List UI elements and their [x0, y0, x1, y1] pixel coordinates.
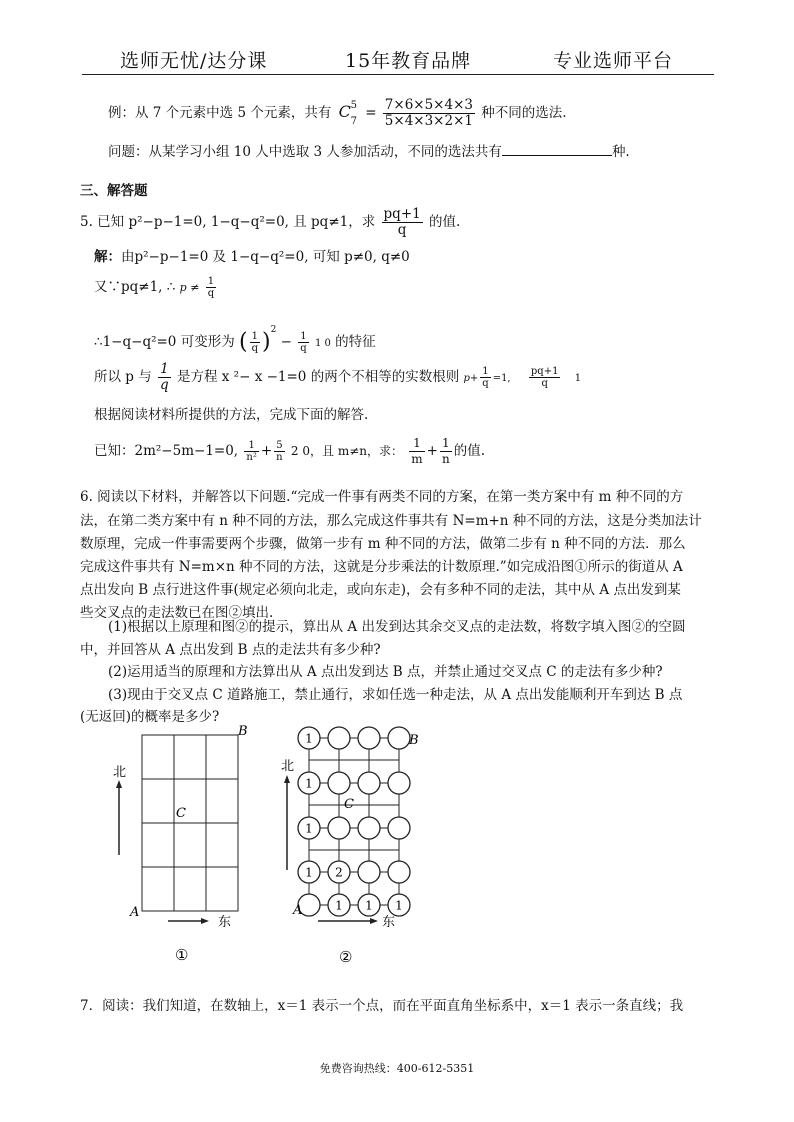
line6-c-den: m	[411, 452, 423, 466]
line4-frac-den: q	[160, 377, 169, 393]
line6-frac-d	[440, 436, 452, 467]
combination-c: C	[338, 102, 351, 121]
line2-frac-den: q	[207, 288, 215, 299]
line3-exp: 2	[270, 325, 277, 335]
line6-tail: 2 0，且 m≠n，求：	[290, 444, 403, 458]
q6-subq1-cont: 中，并回答从 A 点出发到 B 点的走法共有多少种?	[80, 642, 381, 658]
line6-d-num: 1	[440, 436, 452, 452]
line6-end: 的值.	[453, 443, 486, 459]
example-line	[108, 98, 567, 129]
intersection-count: 1	[305, 865, 313, 880]
line2-p: p ≠	[179, 281, 200, 294]
line3-mid: −	[280, 334, 292, 350]
line3-frac-num: 1	[298, 331, 308, 343]
fig1-east-label: 东	[218, 915, 232, 930]
line6-plus2: +	[426, 443, 438, 459]
question-text: 问题：从某学习小组 10 人中选取 3 人参加活动，不同的选法共有	[108, 144, 502, 160]
line3-frac-den: q	[300, 343, 307, 354]
fig2-north-arrow	[284, 775, 290, 870]
example-frac-num: 7×6×5×4×3	[384, 97, 473, 113]
line6-d-den: n	[441, 452, 450, 466]
q6-line: 数原理，完成一件事需要两个步骤，做第一步有 m 种不同的方法，做第二步有 n 种不同的方法．那么	[80, 536, 686, 552]
intersection-count: 1	[365, 898, 373, 913]
q6-subq1: (1)根据以上原理和图②的提示，算出从 A 出发到达其余交叉点的走法数，将数字填入图②的空圆	[108, 619, 686, 635]
q6-line: 法，在第二类方案中有 n 种不同的方法，那么完成这件事共有 N=m+n 种不同的方法，这是分类加法计	[80, 513, 702, 529]
intersection-count: 2	[335, 865, 343, 880]
q5-stem	[80, 207, 460, 238]
intersection-circle	[358, 817, 380, 839]
line4-frac2-den: q	[541, 378, 548, 389]
q6-subq3: (3)现由于交叉点 C 道路施工，禁止通行，求如任选一种走法，从 A 点出发能顺利开车到达 B 点	[108, 687, 683, 703]
line2-fraction	[206, 276, 216, 299]
fig1-grid	[142, 735, 238, 911]
line3-paren-num: 1	[250, 331, 260, 343]
header-rule	[82, 74, 714, 75]
line6-prefix: 已知：2m²−5m−1=0,	[94, 443, 239, 459]
line6-frac-b	[274, 440, 284, 463]
intersection-count: 1	[305, 821, 313, 836]
line2-prefix: 又∵pq≠1, ∴	[94, 279, 176, 295]
fig2-nodes	[298, 727, 410, 916]
line2-frac-num: 1	[206, 276, 216, 288]
intersection-circle	[388, 817, 410, 839]
q5-solution-line6	[94, 436, 485, 467]
q6-line: 些交叉点的走法数已在图②填出.	[80, 605, 274, 621]
line4-frac-num: 1	[158, 362, 171, 378]
combination-sub: 7	[350, 116, 358, 127]
line4-fraction2	[529, 366, 561, 389]
line4-mid: 是方程 x ²− x −1=0 的两个不相等的实数根则	[176, 369, 460, 385]
q5-solution-line3	[94, 320, 376, 354]
example-fraction	[383, 98, 475, 129]
solution-line1-text: 由p²−p−1=0 及 1−q−q²=0, 可知 p≠0, q≠0	[121, 249, 410, 265]
header-right: 专业选师平台	[553, 50, 674, 72]
question-suffix: 种.	[611, 144, 630, 160]
fig1-north-label: 北	[113, 765, 127, 780]
example-eq: =	[365, 105, 377, 121]
left-paren: (	[239, 329, 248, 355]
line4-eq1: =1,	[492, 373, 511, 384]
intersection-circle	[358, 861, 380, 883]
line3-paren-den: q	[251, 343, 258, 354]
line4-p: p+	[463, 373, 479, 384]
question-line	[108, 142, 630, 162]
combination-symbol	[338, 100, 358, 127]
q6-subq2: (2)运用适当的原理和方法算出从 A 点出发到达 B 点，并禁止通过交叉点 C 的走法有多少种?	[108, 664, 663, 680]
example-frac-den: 5×4×3×2×1	[384, 113, 473, 129]
figure-2	[278, 720, 428, 970]
line6-frac-a	[244, 440, 258, 463]
fig1-label-b: B	[238, 724, 248, 739]
intersection-circle	[388, 727, 410, 749]
intersection-count: 1	[305, 776, 313, 791]
fig1-east-arrow	[168, 918, 209, 924]
line4-val: 1	[574, 373, 582, 384]
line6-c-num: 1	[409, 436, 424, 452]
q6-line: 点出发向 B 点行进这件事(规定必须向北走，或向东走)，会有多种不同的走法，其中从 A 点出发到某	[80, 582, 681, 598]
q5-frac-num: pq+1	[383, 206, 421, 222]
figure-1	[108, 720, 278, 970]
line6-a-den: n²	[246, 452, 257, 463]
q6-line: 6. 阅读以下材料，并解答以下问题.“完成一件事有两类不同的方案，在第一类方案中有 m 种不同的方	[80, 489, 684, 505]
q5-frac-den: q	[397, 222, 407, 238]
intersection-count: 1	[335, 898, 343, 913]
intersection-circle	[328, 772, 350, 794]
fig1-label-c: C	[176, 806, 186, 821]
line4-frac2-num: pq+1	[530, 366, 559, 377]
fig2-north-label: 北	[281, 759, 295, 774]
q5-solution-line2	[94, 276, 218, 299]
fig2-label-a: A	[293, 903, 303, 918]
fig2-grid-lines	[309, 738, 399, 905]
right-paren: )	[262, 329, 271, 355]
combination-sup: 5	[350, 100, 358, 111]
line4-sum-fraction	[480, 366, 490, 389]
line3-tail: 1 0	[314, 338, 331, 349]
solution-label: 解：	[94, 249, 121, 265]
q7-line: 7．阅读：我们知道，在数轴上，x＝1 表示一个点，而在平面直角坐标系中，x＝1 表示一条直线；我	[80, 998, 684, 1014]
intersection-circle	[358, 727, 380, 749]
line3-paren-fraction	[250, 331, 260, 354]
line6-frac-c	[409, 436, 424, 467]
line6-b-num: 5	[274, 440, 284, 452]
fig2-east-label: 东	[382, 915, 396, 930]
fig1-caption: ①	[175, 946, 189, 964]
fig2-label-c: C	[344, 797, 354, 812]
footer-hotline: 免费咨询热线：400-612-5351	[319, 1062, 475, 1075]
intersection-circle	[328, 817, 350, 839]
q5-solution-line5: 根据阅读材料所提供的方法，完成下面的解答.	[94, 407, 369, 423]
line4-sum-num: 1	[480, 366, 490, 378]
line6-plus: +	[260, 443, 273, 459]
q5-solution-line4	[94, 362, 581, 393]
intersection-circle	[388, 772, 410, 794]
fig1-north-arrow	[116, 780, 122, 855]
answer-blank[interactable]	[502, 143, 612, 156]
header-center: 15年教育品牌	[345, 50, 472, 72]
fig2-label-b: B	[409, 733, 419, 748]
line3-fraction	[298, 331, 308, 354]
q5-stem-fraction	[382, 207, 423, 238]
intersection-circle	[328, 727, 350, 749]
line4-sum-den: q	[482, 378, 489, 389]
intersection-count: 1	[395, 898, 403, 913]
example-prefix: 例：从 7 个元素中选 5 个元素，共有	[108, 105, 332, 121]
intersection-count: 1	[305, 731, 313, 746]
q6-line: 完成这件事共有 N=m×n 种不同的方法，这就是分步乘法的计数原理.”如完成沿图①所示的街道从 A	[80, 559, 683, 575]
example-suffix: 种不同的选法.	[481, 105, 567, 121]
q6-subq3-cont: (无返回)的概率是多少?	[80, 709, 220, 725]
q5-stem-end: 的值.	[429, 214, 461, 230]
line6-a-num: 1	[244, 440, 258, 452]
fig1-label-a: A	[130, 905, 140, 920]
line4-fraction	[158, 362, 171, 393]
intersection-circle	[358, 772, 380, 794]
q5-solution-line1	[94, 247, 410, 267]
header-left: 选师无忧/达分课	[120, 50, 268, 72]
fig2-east-arrow	[318, 918, 378, 924]
line3-prefix: ∴1−q−q²=0 可变形为	[94, 334, 235, 350]
line4-prefix: 所以 p 与	[94, 369, 152, 385]
intersection-circle	[388, 861, 410, 883]
section-title: 三、解答题	[80, 183, 148, 199]
q5-stem-text: 5. 已知 p²−p−1=0, 1−q−q²=0, 且 pq≠1，求	[80, 214, 376, 230]
line6-b-den: n	[276, 452, 283, 463]
line3-end: 的特征	[335, 334, 376, 350]
fig2-caption: ②	[339, 948, 353, 966]
